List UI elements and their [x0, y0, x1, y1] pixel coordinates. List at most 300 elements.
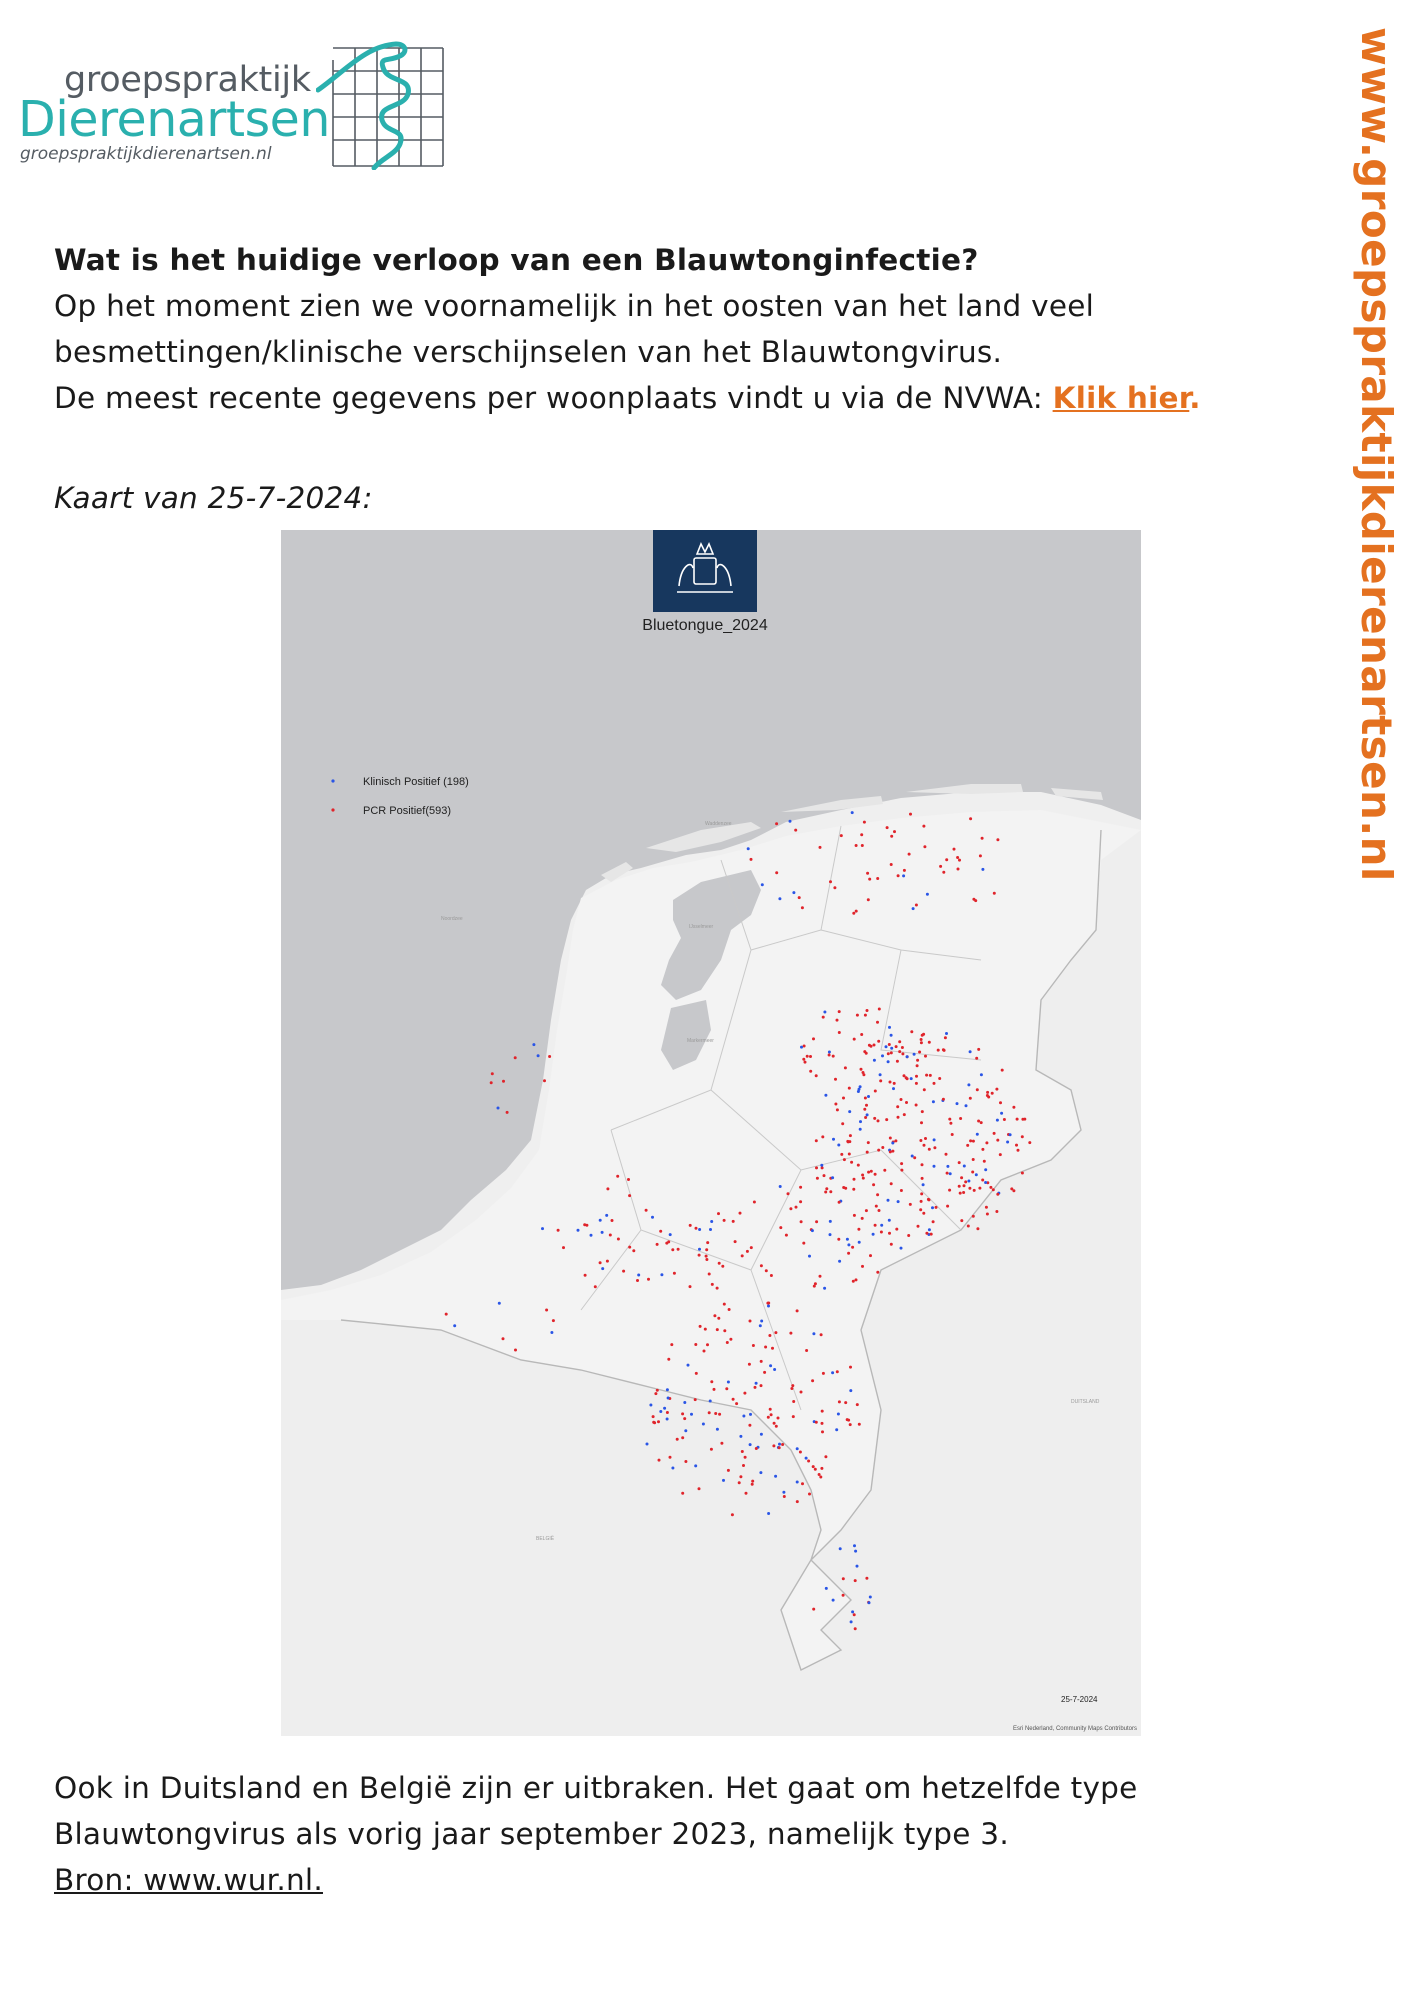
pcr-case-dot — [928, 1041, 931, 1044]
pcr-case-dot — [824, 1455, 827, 1458]
clinical-case-dot — [669, 1233, 672, 1236]
pcr-case-dot — [895, 1045, 898, 1048]
clinical-case-dot — [851, 1610, 854, 1613]
pcr-case-dot — [819, 846, 822, 849]
source-link[interactable]: Bron: www.wur.nl. — [54, 1863, 323, 1897]
pcr-case-dot — [838, 1010, 841, 1013]
pcr-case-dot — [843, 1158, 846, 1161]
pcr-case-dot — [878, 1209, 881, 1212]
pcr-case-dot — [849, 1134, 852, 1137]
pcr-case-dot — [862, 1177, 865, 1180]
pcr-case-dot — [1001, 1069, 1004, 1072]
pcr-case-dot — [985, 1141, 988, 1144]
pcr-case-dot — [802, 1058, 805, 1061]
clinical-case-dot — [808, 1255, 811, 1258]
clinical-case-dot — [792, 891, 795, 894]
pcr-case-dot — [875, 1205, 878, 1208]
pcr-case-dot — [695, 1372, 698, 1375]
legend-pcr-label: PCR Positief(593) — [363, 805, 452, 817]
pcr-case-dot — [658, 1459, 661, 1462]
pcr-case-dot — [728, 1308, 731, 1311]
paragraph-text: De meest recente gegevens per woonplaats vindt u via de NVWA: — [54, 381, 1053, 415]
clinical-case-dot — [605, 1214, 608, 1217]
pcr-case-dot — [562, 1246, 565, 1249]
clinical-case-dot — [932, 1100, 935, 1103]
pcr-case-dot — [818, 1473, 821, 1476]
pcr-case-dot — [653, 1421, 656, 1424]
pcr-case-dot — [913, 1156, 916, 1159]
pcr-case-dot — [890, 1051, 893, 1054]
pcr-case-dot — [844, 1066, 847, 1069]
pcr-case-dot — [669, 1456, 672, 1459]
clinical-case-dot — [926, 893, 929, 896]
pcr-case-dot — [836, 1108, 839, 1111]
pcr-case-dot — [599, 1261, 602, 1264]
pcr-case-dot — [502, 1080, 505, 1083]
pcr-case-dot — [864, 1014, 867, 1017]
pcr-case-dot — [893, 1082, 896, 1085]
pcr-case-dot — [731, 1513, 734, 1516]
pcr-case-dot — [897, 1116, 900, 1119]
pcr-case-dot — [849, 1366, 852, 1369]
clinical-case-dot — [996, 1119, 999, 1122]
pcr-case-dot — [502, 1337, 505, 1340]
clinical-case-dot — [749, 1413, 752, 1416]
pcr-case-dot — [514, 1349, 517, 1352]
pcr-case-dot — [865, 1104, 868, 1107]
clinical-case-dot — [832, 1599, 835, 1602]
pcr-case-dot — [606, 1187, 609, 1190]
pcr-case-dot — [909, 1203, 912, 1206]
pcr-case-dot — [806, 1055, 809, 1058]
clinical-case-dot — [778, 1443, 781, 1446]
clinical-case-dot — [779, 1185, 782, 1188]
pcr-case-dot — [905, 1101, 908, 1104]
pcr-case-dot — [874, 1090, 877, 1093]
pcr-case-dot — [611, 1219, 614, 1222]
clinical-case-dot — [660, 1273, 663, 1276]
pcr-case-dot — [972, 1140, 975, 1143]
pcr-case-dot — [956, 856, 959, 859]
clinical-case-dot — [837, 1413, 840, 1416]
clinical-case-dot — [690, 1413, 693, 1416]
pcr-case-dot — [903, 1113, 906, 1116]
pcr-case-dot — [815, 1074, 818, 1077]
pcr-case-dot — [771, 1347, 774, 1350]
pcr-case-dot — [880, 1231, 883, 1234]
pcr-case-dot — [989, 1186, 992, 1189]
pcr-case-dot — [705, 1255, 708, 1258]
clinical-case-dot — [453, 1324, 456, 1327]
pcr-case-dot — [801, 1482, 804, 1485]
clinical-case-dot — [811, 1229, 814, 1232]
pcr-case-dot — [727, 1469, 730, 1472]
pcr-case-dot — [790, 1387, 793, 1390]
pcr-case-dot — [775, 1425, 778, 1428]
pcr-case-dot — [844, 1401, 847, 1404]
legend-clinical-dot — [331, 779, 334, 782]
pcr-case-dot — [972, 1158, 975, 1161]
pcr-case-dot — [821, 1135, 824, 1138]
pcr-case-dot — [720, 1442, 723, 1445]
pcr-case-dot — [938, 1077, 941, 1080]
pcr-case-dot — [789, 1207, 792, 1210]
pcr-case-dot — [836, 1370, 839, 1373]
pcr-case-dot — [966, 1144, 969, 1147]
clinical-case-dot — [869, 1596, 872, 1599]
pcr-case-dot — [886, 826, 889, 829]
clinical-case-dot — [667, 1397, 670, 1400]
pcr-case-dot — [718, 1413, 721, 1416]
pcr-case-dot — [491, 1072, 494, 1075]
pcr-case-dot — [760, 1384, 763, 1387]
clinical-case-dot — [828, 1051, 831, 1054]
clinical-case-dot — [761, 883, 764, 886]
clinical-case-dot — [823, 1011, 826, 1014]
pcr-case-dot — [772, 1444, 775, 1447]
clinical-case-dot — [949, 1172, 952, 1175]
pcr-case-dot — [916, 1059, 919, 1062]
pcr-case-dot — [979, 854, 982, 857]
clinical-case-dot — [849, 1389, 852, 1392]
pcr-case-dot — [891, 1150, 894, 1153]
pcr-case-dot — [920, 1192, 923, 1195]
clinical-case-dot — [698, 1248, 701, 1251]
pcr-case-dot — [876, 877, 879, 880]
pcr-case-dot — [888, 1043, 891, 1046]
pcr-case-dot — [799, 1186, 802, 1189]
pcr-case-dot — [840, 1153, 843, 1156]
clinical-case-dot — [839, 1547, 842, 1550]
pcr-case-dot — [861, 1217, 864, 1220]
pcr-case-dot — [609, 1234, 612, 1237]
pcr-case-dot — [796, 1309, 799, 1312]
pcr-case-dot — [908, 853, 911, 856]
pcr-case-dot — [920, 1041, 923, 1044]
pcr-case-dot — [920, 1038, 923, 1041]
pcr-case-dot — [768, 1334, 771, 1337]
pcr-case-dot — [694, 1398, 697, 1401]
clinical-case-dot — [859, 1128, 862, 1131]
pcr-case-dot — [676, 1438, 679, 1441]
pcr-case-dot — [864, 1116, 867, 1119]
pcr-case-dot — [791, 1384, 794, 1387]
pcr-case-dot — [681, 1436, 684, 1439]
pcr-case-dot — [868, 878, 871, 881]
pcr-case-dot — [667, 1240, 670, 1243]
clinical-case-dot — [1000, 1112, 1003, 1115]
logo — [16, 28, 446, 168]
pcr-case-dot — [969, 1097, 972, 1100]
clinical-case-dot — [866, 1113, 869, 1116]
pcr-case-dot — [986, 1091, 989, 1094]
clinical-case-dot — [796, 1447, 799, 1450]
pcr-case-dot — [865, 1577, 868, 1580]
pcr-case-dot — [900, 1098, 903, 1101]
pcr-case-dot — [552, 1319, 555, 1322]
clinical-case-dot — [891, 1142, 894, 1145]
map-date: 25-7-2024 — [1061, 1695, 1098, 1704]
pcr-case-dot — [852, 912, 855, 915]
pcr-case-dot — [809, 1055, 812, 1058]
pcr-case-dot — [699, 1325, 702, 1328]
pcr-case-dot — [812, 1465, 815, 1468]
pcr-case-dot — [959, 1192, 962, 1195]
logo-line-dierenartsen: Dierenartsen — [18, 91, 330, 148]
clinical-case-dot — [902, 874, 905, 877]
pcr-case-dot — [822, 1016, 825, 1019]
pcr-case-dot — [711, 1283, 714, 1286]
clinical-case-dot — [838, 1260, 841, 1263]
pcr-case-dot — [775, 871, 778, 874]
label-markermeer: Markermeer — [687, 1038, 714, 1044]
pcr-case-dot — [745, 1492, 748, 1495]
pcr-case-dot — [666, 1411, 669, 1414]
pcr-case-dot — [753, 1201, 756, 1204]
pcr-case-dot — [673, 1272, 676, 1275]
pcr-case-dot — [924, 1137, 927, 1140]
pcr-case-dot — [716, 1287, 719, 1290]
pcr-case-dot — [932, 1220, 935, 1223]
pcr-case-dot — [925, 1232, 928, 1235]
pcr-case-dot — [942, 1048, 945, 1051]
pcr-case-dot — [860, 1033, 863, 1036]
pcr-case-dot — [805, 1349, 808, 1352]
pcr-case-dot — [543, 1079, 546, 1082]
pcr-case-dot — [829, 1190, 832, 1193]
clinical-case-dot — [541, 1227, 544, 1230]
clinical-case-dot — [933, 1138, 936, 1141]
pcr-case-dot — [836, 1019, 839, 1022]
pcr-case-dot — [751, 1483, 754, 1486]
pcr-case-dot — [752, 1344, 755, 1347]
clinical-case-dot — [847, 1243, 850, 1246]
clinical-case-dot — [782, 1491, 785, 1494]
pcr-case-dot — [865, 1209, 868, 1212]
clinical-case-dot — [599, 1219, 602, 1222]
pcr-case-dot — [726, 1341, 729, 1344]
pcr-case-dot — [976, 1227, 979, 1230]
clinical-case-dot — [881, 1054, 884, 1057]
pcr-case-dot — [897, 874, 900, 877]
pcr-case-dot — [838, 1201, 841, 1204]
paragraph-line-with-link — [54, 375, 1201, 421]
pcr-case-dot — [901, 1052, 904, 1055]
pcr-case-dot — [848, 1087, 851, 1090]
pcr-case-dot — [883, 1169, 886, 1172]
pcr-case-dot — [751, 1480, 754, 1483]
pcr-case-dot — [1016, 1118, 1019, 1121]
pcr-case-dot — [821, 1422, 824, 1425]
pcr-case-dot — [583, 1223, 586, 1226]
pcr-case-dot — [755, 1447, 758, 1450]
pcr-case-dot — [876, 1271, 879, 1274]
pcr-case-dot — [647, 1278, 650, 1281]
pcr-case-dot — [901, 1046, 904, 1049]
pcr-case-dot — [1003, 1118, 1006, 1121]
pcr-case-dot — [959, 1117, 962, 1120]
pcr-case-dot — [909, 813, 912, 816]
clinical-case-dot — [885, 1045, 888, 1048]
pcr-case-dot — [723, 1303, 726, 1306]
clinical-case-dot — [760, 1433, 763, 1436]
clinical-case-dot — [853, 1544, 856, 1547]
pcr-case-dot — [627, 1178, 630, 1181]
pcr-case-dot — [850, 1161, 853, 1164]
pcr-case-dot — [995, 1210, 998, 1213]
pcr-case-dot — [815, 1166, 818, 1169]
clinical-case-dot — [497, 1107, 500, 1110]
pcr-case-dot — [915, 904, 918, 907]
pcr-case-dot — [853, 1214, 856, 1217]
clinical-case-dot — [933, 1165, 936, 1168]
label-noordzee: Noordzee — [441, 916, 463, 922]
pcr-case-dot — [842, 1097, 845, 1100]
clinical-case-dot — [963, 1165, 966, 1168]
clinical-case-dot — [709, 1228, 712, 1231]
pcr-case-dot — [832, 1055, 835, 1058]
pcr-case-dot — [739, 1475, 742, 1478]
clinical-case-dot — [984, 1181, 987, 1184]
pcr-case-dot — [872, 1183, 875, 1186]
pcr-case-dot — [773, 1422, 776, 1425]
pcr-case-dot — [972, 1215, 975, 1218]
clinical-case-dot — [879, 1073, 882, 1076]
pcr-case-dot — [949, 1122, 952, 1125]
pcr-case-dot — [732, 1398, 735, 1401]
pcr-case-dot — [842, 1577, 845, 1580]
pcr-case-dot — [1028, 1141, 1031, 1144]
pcr-case-dot — [837, 1238, 840, 1241]
pcr-case-dot — [695, 1227, 698, 1230]
clinical-case-dot — [774, 1475, 777, 1478]
pcr-case-dot — [856, 1014, 859, 1017]
clinical-case-dot — [910, 1077, 913, 1080]
pcr-case-dot — [981, 1179, 984, 1182]
clinical-case-dot — [872, 1233, 875, 1236]
pcr-case-dot — [1012, 1106, 1015, 1109]
pcr-case-dot — [779, 1226, 782, 1229]
pcr-case-dot — [734, 1240, 737, 1243]
pcr-case-dot — [683, 1417, 686, 1420]
pcr-case-dot — [824, 1191, 827, 1194]
nvwa-link[interactable]: Klik hier — [1052, 381, 1190, 415]
clinical-case-dot — [928, 1228, 931, 1231]
pcr-case-dot — [721, 1265, 724, 1268]
pcr-case-dot — [900, 1169, 903, 1172]
pcr-case-dot — [861, 1265, 864, 1268]
clinical-case-dot — [931, 1206, 934, 1209]
pcr-case-dot — [960, 1176, 963, 1179]
clinical-case-dot — [873, 1059, 876, 1062]
pcr-case-dot — [777, 1417, 780, 1420]
pcr-case-dot — [915, 1075, 918, 1078]
pcr-case-dot — [705, 1248, 708, 1251]
pcr-case-dot — [946, 1205, 949, 1208]
clinical-case-dot — [789, 820, 792, 823]
clinical-case-dot — [694, 1464, 697, 1467]
pcr-case-dot — [957, 868, 960, 871]
pcr-case-dot — [866, 1009, 869, 1012]
side-website-url[interactable]: www.groepspraktijkdierenartsen.nl — [1352, 27, 1401, 882]
pcr-case-dot — [725, 1387, 728, 1390]
pcr-case-dot — [993, 1132, 996, 1135]
clinical-case-dot — [980, 1073, 983, 1076]
legend-pcr-dot — [331, 808, 334, 811]
pcr-case-dot — [942, 871, 945, 874]
clinical-case-dot — [683, 1401, 686, 1404]
clinical-case-dot — [796, 1481, 799, 1484]
pcr-case-dot — [821, 1410, 824, 1413]
pcr-case-dot — [924, 1055, 927, 1058]
pcr-case-dot — [548, 1055, 551, 1058]
pcr-case-dot — [854, 1627, 857, 1630]
pcr-case-dot — [743, 1392, 746, 1395]
pcr-case-dot — [792, 1400, 795, 1403]
clinical-case-dot — [710, 1220, 713, 1223]
pcr-case-dot — [847, 1252, 850, 1255]
pcr-case-dot — [838, 1031, 841, 1034]
pcr-case-dot — [706, 1241, 709, 1244]
pcr-case-dot — [933, 1082, 936, 1085]
pcr-case-dot — [867, 898, 870, 901]
clinical-case-dot — [897, 1200, 900, 1203]
pcr-case-dot — [864, 1097, 867, 1100]
pcr-case-dot — [889, 1081, 892, 1084]
pcr-case-dot — [889, 1137, 892, 1140]
pcr-case-dot — [689, 1285, 692, 1288]
pcr-case-dot — [750, 858, 753, 861]
pcr-case-dot — [606, 1260, 609, 1263]
pcr-case-dot — [815, 1220, 818, 1223]
pcr-case-dot — [809, 1070, 812, 1073]
pcr-case-dot — [812, 1037, 815, 1040]
pcr-case-dot — [920, 1121, 923, 1124]
clinical-case-dot — [749, 1443, 752, 1446]
pcr-case-dot — [852, 1188, 855, 1191]
pcr-case-dot — [814, 1468, 817, 1471]
pcr-case-dot — [854, 1579, 857, 1582]
pcr-case-dot — [1021, 1118, 1024, 1121]
pcr-case-dot — [860, 833, 863, 836]
pcr-case-dot — [873, 1044, 876, 1047]
pcr-case-dot — [857, 1164, 860, 1167]
pcr-case-dot — [888, 1232, 891, 1235]
pcr-case-dot — [557, 1229, 560, 1232]
clinical-case-dot — [856, 1565, 859, 1568]
pcr-case-dot — [767, 1416, 770, 1419]
pcr-case-dot — [729, 1338, 732, 1341]
pcr-case-dot — [933, 1146, 936, 1149]
clinical-case-dot — [829, 1220, 832, 1223]
pcr-case-dot — [885, 1118, 888, 1121]
pcr-case-dot — [708, 1411, 711, 1414]
pcr-case-dot — [781, 1443, 784, 1446]
clinical-case-dot — [829, 1233, 832, 1236]
pcr-case-dot — [703, 1350, 706, 1353]
pcr-case-dot — [774, 1331, 777, 1334]
pcr-case-dot — [622, 1270, 625, 1273]
clinical-case-dot — [906, 1055, 909, 1058]
pcr-case-dot — [628, 1246, 631, 1249]
pcr-case-dot — [981, 837, 984, 840]
pcr-case-dot — [851, 1246, 854, 1249]
clinical-case-dot — [969, 1050, 972, 1053]
pcr-case-dot — [903, 869, 906, 872]
pcr-case-dot — [708, 1273, 711, 1276]
pcr-case-dot — [960, 1219, 963, 1222]
clinical-case-dot — [722, 1479, 725, 1482]
